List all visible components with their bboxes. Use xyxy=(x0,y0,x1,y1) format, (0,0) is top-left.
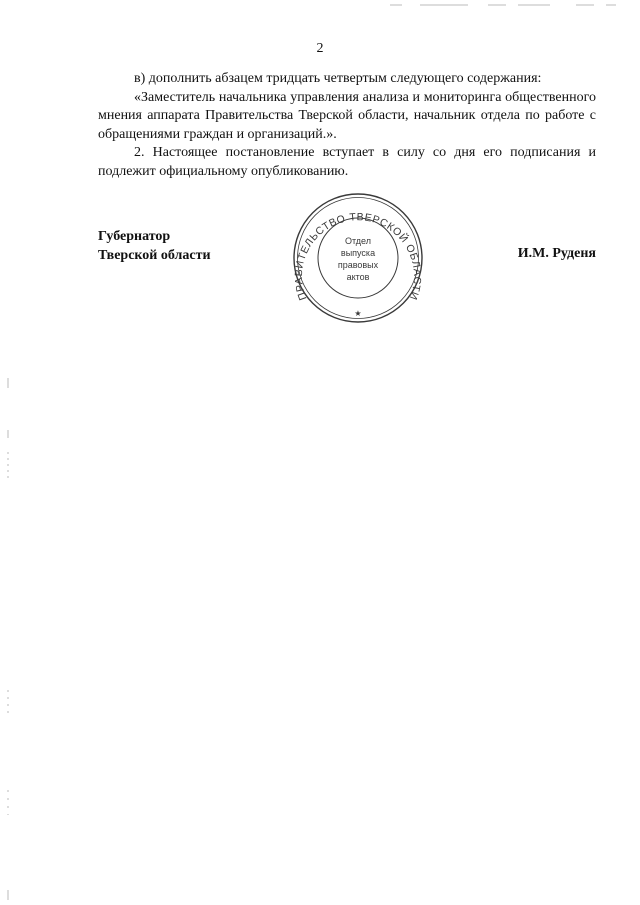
document-body xyxy=(98,70,596,181)
scan-artifact-marks xyxy=(390,3,620,7)
seal-center-line3: правовых xyxy=(337,260,379,270)
paragraph-effective-date: 2. Настоящее постановление вступает в силу со дня его подписания и подлежит официальному опубликованию. xyxy=(98,145,596,179)
seal-center-line2: выпуска xyxy=(340,248,376,258)
page-number: 2 xyxy=(316,41,324,56)
seal-center-line1: Отдел xyxy=(344,236,372,246)
signatory-name: И.М. Руденя xyxy=(517,246,596,261)
paragraph-amendment-text: «Заместитель начальника управления анализа и мониторинга общественного мнения аппарата Правительства Тверской области, начальник отдела по работе с обращениями граждан и организаций.». xyxy=(98,89,596,142)
scan-margin-marks xyxy=(6,0,10,905)
seal-ring-text: ПРАВИТЕЛЬСТВО ТВЕРСКОЙ ОБЛАСТИ xyxy=(292,211,424,302)
signatory-title-line2: Тверской области xyxy=(98,247,211,263)
seal-star-icon: ★ xyxy=(354,309,362,318)
seal-center-line4: актов xyxy=(346,272,370,282)
signatory-title-line1: Губернатор xyxy=(98,229,171,244)
official-seal xyxy=(291,191,425,325)
signatory-title xyxy=(98,228,211,265)
paragraph-amendment-intro: в) дополнить абзацем тридцать четвертым следующего содержания: xyxy=(134,71,542,86)
